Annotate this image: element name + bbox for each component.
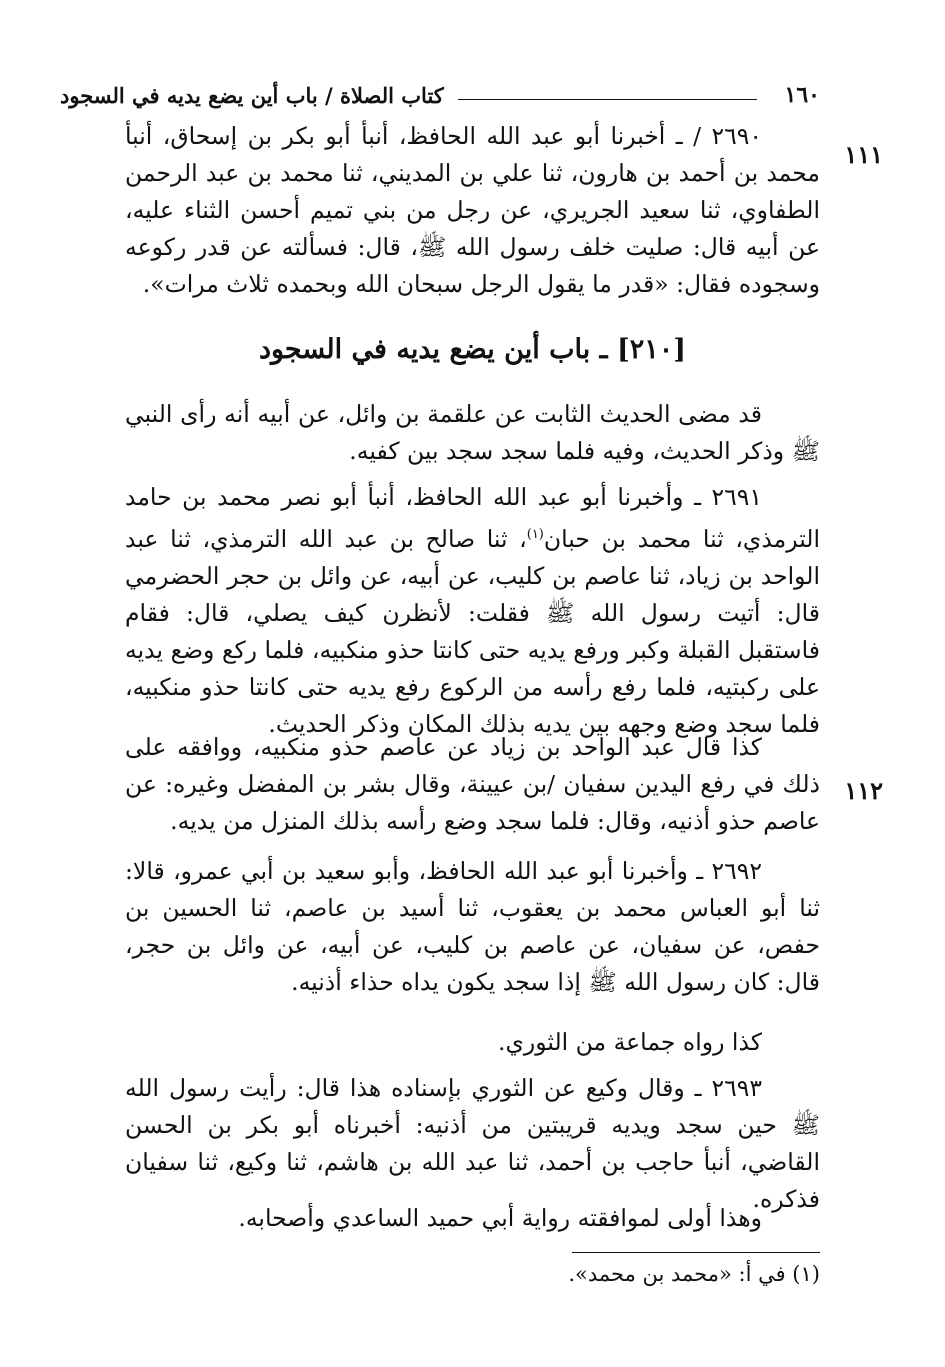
- hadith-2693: ٢٦٩٣ ـ وقال وكيع عن الثوري بإسناده هذا قال: رأيت رسول الله ﷺ حين سجد ويديه قريبتين من أذنيه: أخبرناه أبو بكر بن الحسن القاضي، أنبأ حاجب بن أحمد، ثنا عبد الله بن هاشم، ثنا وكيع، ثنا سفيان فذكره.: [125, 1074, 820, 1213]
- page-number: ١٦٠: [784, 82, 820, 108]
- margin-number: ١١٢: [844, 776, 883, 805]
- commentary-abd-al-wahid: كذا قال عبد الواحد بن زياد عن عاصم حذو منكبيه، ووافقه على ذلك في رفع اليدين سفيان /بن عيينة، وقال بشر بن المفضل وغيره: عن عاصم حذو أذنيه، وقال: فلما سجد وضع رأسه بذلك المنزل من يديه.: [125, 733, 820, 835]
- margin-number: ١١١: [844, 140, 883, 169]
- footnote: (١) في أ: «محمد بن محمد».: [568, 1262, 820, 1286]
- commentary-thawri: كذا رواه جماعة من الثوري.: [498, 1028, 762, 1056]
- hadith-2691-part-2: ، ثنا صالح بن عبد الله الترمذي، ثنا عبد الواحد بن زياد، ثنا عاصم بن كليب، عن أبيه، عن وائل بن حجر الحضرمي قال: أتيت رسول الله ﷺ فقلت: لأنظرن كيف يصلي، قال: فقام فاستقبل القبلة وكبر ورفع يديه حتى كانتا حذو منكبيه، فلما ركع وضع يديه على ركبتيه، فلما رفع رأسه من الركوع رفع يديه حتى كانتا حذو منكبيه، فلما سجد وضع وجهه بين يديه بذلك المكان وذكر الحديث.: [125, 524, 820, 738]
- chapter-intro: قد مضى الحديث الثابت عن علقمة بن وائل، عن أبيه أنه رأى النبي ﷺ وذكر الحديث، وفيه فلما سجد سجد بين كفيه.: [125, 400, 820, 465]
- hadith-2691: [125, 479, 820, 743]
- header-rule: [458, 99, 757, 100]
- concluding-remark: وهذا أولى لموافقته رواية أبي حميد الساعدي وأصحابه.: [238, 1204, 762, 1232]
- footnote-rule: [572, 1252, 820, 1253]
- hadith-2692: ٢٦٩٢ ـ وأخبرنا أبو عبد الله الحافظ، وأبو سعيد بن أبي عمرو، قالا: ثنا أبو العباس محمد بن يعقوب، ثنا أسيد بن عاصم، ثنا الحسين بن حفص، عن سفيان، عن عاصم بن كليب، عن أبيه، عن وائل بن حجر، قال: كان رسول الله ﷺ إذا سجد يكون يداه حذاء أذنيه.: [125, 857, 820, 996]
- running-title: كتاب الصلاة / باب أين يضع يديه في السجود: [60, 83, 444, 108]
- hadith-2690: ٢٦٩٠ / ـ أخبرنا أبو عبد الله الحافظ، أنبأ أبو بكر بن إسحاق، أنبأ محمد بن أحمد بن هارون، ثنا علي بن المديني، ثنا محمد بن عبد الرحمن الطفاوي، ثنا سعيد الجريري، عن رجل من بني تميم أحسن الثناء عليه، عن أبيه قال: صليت خلف رسول الله ﷺ، قال: فسألته عن قدر ركوعه وسجوده فقال: «قدر ما يقول الرجل سبحان الله وبحمده ثلاث مرات».: [125, 122, 820, 298]
- page-header: [60, 72, 820, 108]
- chapter-heading: [٢١٠] ـ باب أين يضع يديه في السجود: [258, 334, 687, 365]
- hadith-2691-part-1: ٢٦٩١ ـ وأخبرنا أبو عبد الله الحافظ، أنبأ أبو نصر محمد بن حامد الترمذي، ثنا محمد بن حبان: [125, 483, 820, 553]
- footnote-ref: (١): [526, 527, 544, 542]
